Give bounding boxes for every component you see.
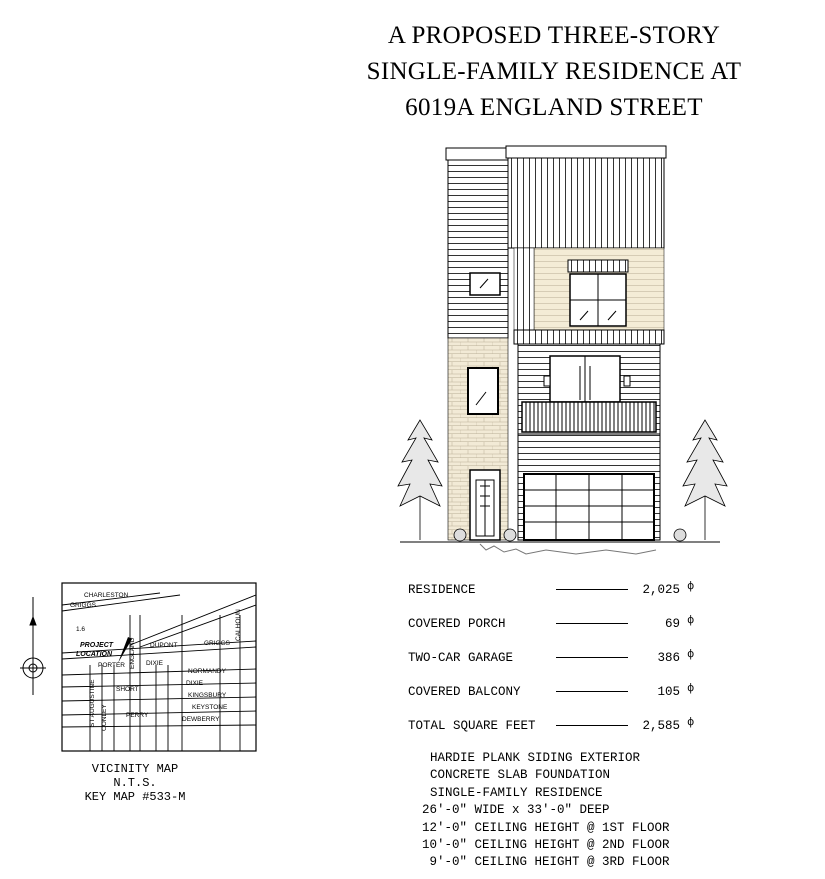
area-value: 386 xyxy=(657,651,680,665)
leader-line xyxy=(556,589,628,590)
street-short: SHORT xyxy=(116,686,139,693)
street-dewberry: DEWBERRY xyxy=(182,716,220,723)
street-perry: PERRY xyxy=(126,712,149,719)
street-normandy: NORMANDY xyxy=(188,668,226,675)
route-label: 1.6 xyxy=(76,626,86,633)
street-griggs-west: GRIGGS xyxy=(70,602,97,609)
north-arrow-icon xyxy=(20,597,46,695)
street-calhoun: CALHOUN xyxy=(235,609,242,641)
vicinity-caption-keymap: KEY MAP #533-M xyxy=(84,790,186,804)
area-value: 2,585 xyxy=(642,719,680,733)
vicinity-caption-title: VICINITY MAP xyxy=(91,762,179,776)
spec-line: 26'-0" WIDE x 33'-0" DEEP xyxy=(422,803,610,818)
document-title xyxy=(300,18,808,126)
front-elevation-drawing xyxy=(380,130,740,560)
title-line-1: A PROPOSED THREE-STORY xyxy=(387,22,721,49)
street-dupont: DUPONT xyxy=(150,642,178,649)
street-griggs-east: GRIGGS xyxy=(204,640,231,647)
project-label-line1: PROJECT xyxy=(80,642,114,649)
spec-line: 12'-0" CEILING HEIGHT @ 1ST FLOOR xyxy=(422,820,670,835)
spec-line: CONCRETE SLAB FOUNDATION xyxy=(430,768,611,783)
area-row-covered-porch xyxy=(408,615,700,635)
specification-list xyxy=(422,750,720,872)
street-porter: PORTER xyxy=(98,662,125,669)
area-row-two-car-garage xyxy=(408,649,700,669)
leader-line xyxy=(556,623,628,624)
street-kingsbury: KINGSBURY xyxy=(188,692,227,699)
street-charleston: CHARLESTON xyxy=(84,592,129,599)
vicinity-caption-scale: N.T.S. xyxy=(113,776,157,790)
project-label-line2: LOCATION xyxy=(76,651,113,658)
spec-line: HARDIE PLANK SIDING EXTERIOR xyxy=(430,751,641,765)
vicinity-map-drawing xyxy=(10,575,260,785)
area-label: TOTAL SQUARE FEET xyxy=(408,719,536,733)
square-feet-icon: ф xyxy=(687,615,694,627)
spec-line: SINGLE-FAMILY RESIDENCE xyxy=(430,785,603,800)
street-england: ENGLAND xyxy=(129,637,136,669)
title-line-2: SINGLE-FAMILY RESIDENCE AT xyxy=(366,58,742,85)
title-line-3: 6019A ENGLAND STREET xyxy=(405,94,703,121)
street-keystone: KEYSTONE xyxy=(192,704,228,711)
area-row-residence xyxy=(408,581,700,601)
spec-line: 10'-0" CEILING HEIGHT @ 2ND FLOOR xyxy=(422,838,670,853)
area-value: 2,025 xyxy=(642,583,680,597)
street-st-augustine: ST AUGUSTINE xyxy=(89,679,96,727)
area-value: 69 xyxy=(664,617,680,631)
spec-line: 9'-0" CEILING HEIGHT @ 3RD FLOOR xyxy=(422,855,670,870)
area-label: COVERED BALCONY xyxy=(408,685,521,699)
street-dixie-east: DIXIE xyxy=(186,680,203,687)
square-feet-icon: ф xyxy=(687,581,694,593)
vicinity-map-caption xyxy=(70,762,200,804)
leader-line xyxy=(556,691,628,692)
area-label: COVERED PORCH xyxy=(408,617,506,631)
street-dixie-west: DIXIE xyxy=(146,660,163,667)
vicinity-map xyxy=(10,575,260,785)
leader-line xyxy=(556,725,628,726)
square-feet-icon: ф xyxy=(687,649,694,661)
square-feet-icon: ф xyxy=(687,717,694,729)
area-row-covered-balcony xyxy=(408,683,700,703)
area-value: 105 xyxy=(657,685,680,699)
area-label: TWO-CAR GARAGE xyxy=(408,651,514,665)
area-row-total xyxy=(408,717,700,737)
street-conley: CONLEY xyxy=(101,704,108,731)
square-feet-icon: ф xyxy=(687,683,694,695)
area-label: RESIDENCE xyxy=(408,583,476,597)
leader-line xyxy=(556,657,628,658)
